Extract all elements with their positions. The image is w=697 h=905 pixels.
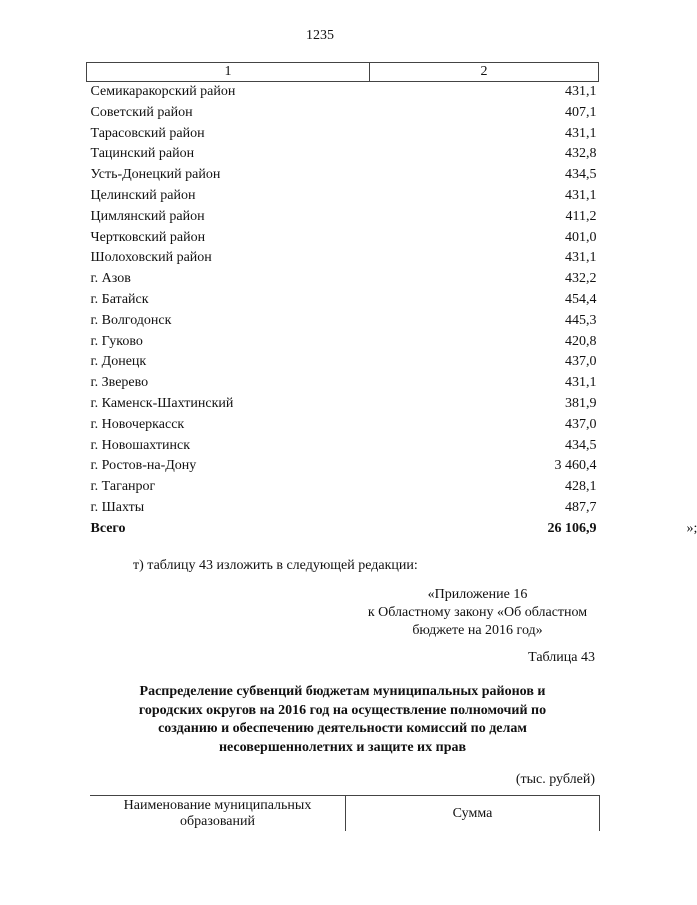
table-row [87,82,599,103]
subsidy-table-header [90,795,600,831]
units-label: (тыс. рублей) [515,772,595,787]
table-header-row [87,63,599,82]
table-row [87,165,599,186]
municipality-name: Тацинский район [90,146,195,162]
table-row [87,248,599,269]
total-label: Всего [90,520,126,536]
subsidy-table-continued [86,62,697,540]
municipality-name: г. Ростов-на-Дону [90,458,197,474]
subsidy-amount: 445,3 [565,312,597,328]
municipality-name: г. Таганрог [90,479,156,495]
municipality-name: Советский район [90,104,193,120]
title-line: городских округов на 2016 год на осуществление полномочий по [138,702,547,718]
title-line: созданию и обеспечению деятельности комиссий по делам [158,721,527,736]
header-line: образований [180,813,255,829]
page-number: 1235 [306,28,334,43]
table-row [87,124,599,145]
municipality-name: г. Зверево [90,375,149,391]
municipality-name: г. Батайск [90,291,149,307]
table-total-row [87,519,599,540]
subsidy-amount: 420,8 [565,333,597,349]
appendix-line: «Приложение 16 [427,587,528,602]
subsidy-amount: 434,5 [565,437,597,453]
table-row [87,456,599,477]
column-header-1: 1 [87,63,370,82]
amendment-instruction: т) таблицу 43 изложить в следующей редакции: [133,558,418,573]
subsidy-amount: 487,7 [565,499,597,515]
municipality-name: Чертковский район [90,229,206,245]
municipality-name: Семикаракорский район [90,84,236,99]
municipality-name: г. Гуково [90,333,143,349]
municipality-name: Шолоховский район [90,250,212,266]
subsidy-amount: 454,4 [565,291,597,307]
municipality-name: г. Донецк [90,354,147,370]
municipality-name: г. Каменск-Шахтинский [90,395,234,411]
subsidy-amount: 407,1 [565,104,597,120]
appendix-line: бюджете на 2016 год» [412,623,543,638]
table-row [87,477,599,498]
municipality-name: Цимлянский район [90,208,205,224]
column-header-municipality [90,796,346,832]
subsidy-amount: 432,8 [565,146,597,162]
title-line: Распределение субвенций бюджетам муниципальных районов и [139,684,546,699]
municipality-name: г. Шахты [90,499,145,515]
table-title [90,683,595,757]
subsidy-amount: 437,0 [565,416,597,432]
header-line: Наименование муниципальных [123,797,312,813]
table-row [87,186,599,207]
municipality-name: Усть-Донецкий район [90,167,221,183]
table-row [87,228,599,249]
table-row [87,290,599,311]
appendix-line: к Областному закону «Об областном [367,605,588,620]
table-number-label: Таблица 43 [528,650,595,665]
subsidy-amount: 428,1 [565,479,597,495]
table-header-row [90,796,600,832]
appendix-reference [350,586,605,640]
table-row [87,311,599,332]
subsidy-amount: 431,1 [565,250,597,266]
municipality-name: Целинский район [90,187,196,203]
subsidy-amount: 3 460,4 [554,458,597,474]
municipality-name: г. Волгодонск [90,312,172,328]
table-row [87,436,599,457]
municipality-name: Тарасовский район [90,125,205,141]
subsidy-amount: 431,1 [565,84,597,99]
table-row [87,144,599,165]
subsidy-amount: 431,1 [565,125,597,141]
closing-quote-suffix: »; [686,520,697,536]
subsidy-amount: 401,0 [565,229,597,245]
column-header-2: 2 [370,63,599,82]
subsidy-amount: 431,1 [565,375,597,391]
table-row [87,394,599,415]
table-row [87,207,599,228]
subsidy-amount: 432,2 [565,271,597,287]
table-row [87,498,599,519]
municipality-name: г. Новошахтинск [90,437,191,453]
title-line: несовершеннолетних и защите их прав [218,739,467,755]
subsidy-amount: 434,5 [565,167,597,183]
subsidy-amount: 411,2 [565,208,597,224]
subsidy-amount: 431,1 [565,187,597,203]
table-row [87,373,599,394]
total-value: 26 106,9 [547,520,597,536]
subsidy-amount: 381,9 [565,395,597,411]
table-row [87,103,599,124]
subsidy-amount: 437,0 [565,354,597,370]
total-amount [370,519,697,540]
table-row [87,352,599,373]
column-header-amount: Сумма [346,796,600,832]
table-row [87,332,599,353]
municipality-name: г. Новочеркасск [90,416,185,432]
table-row [87,269,599,290]
table-row [87,415,599,436]
municipality-name: г. Азов [90,271,131,287]
